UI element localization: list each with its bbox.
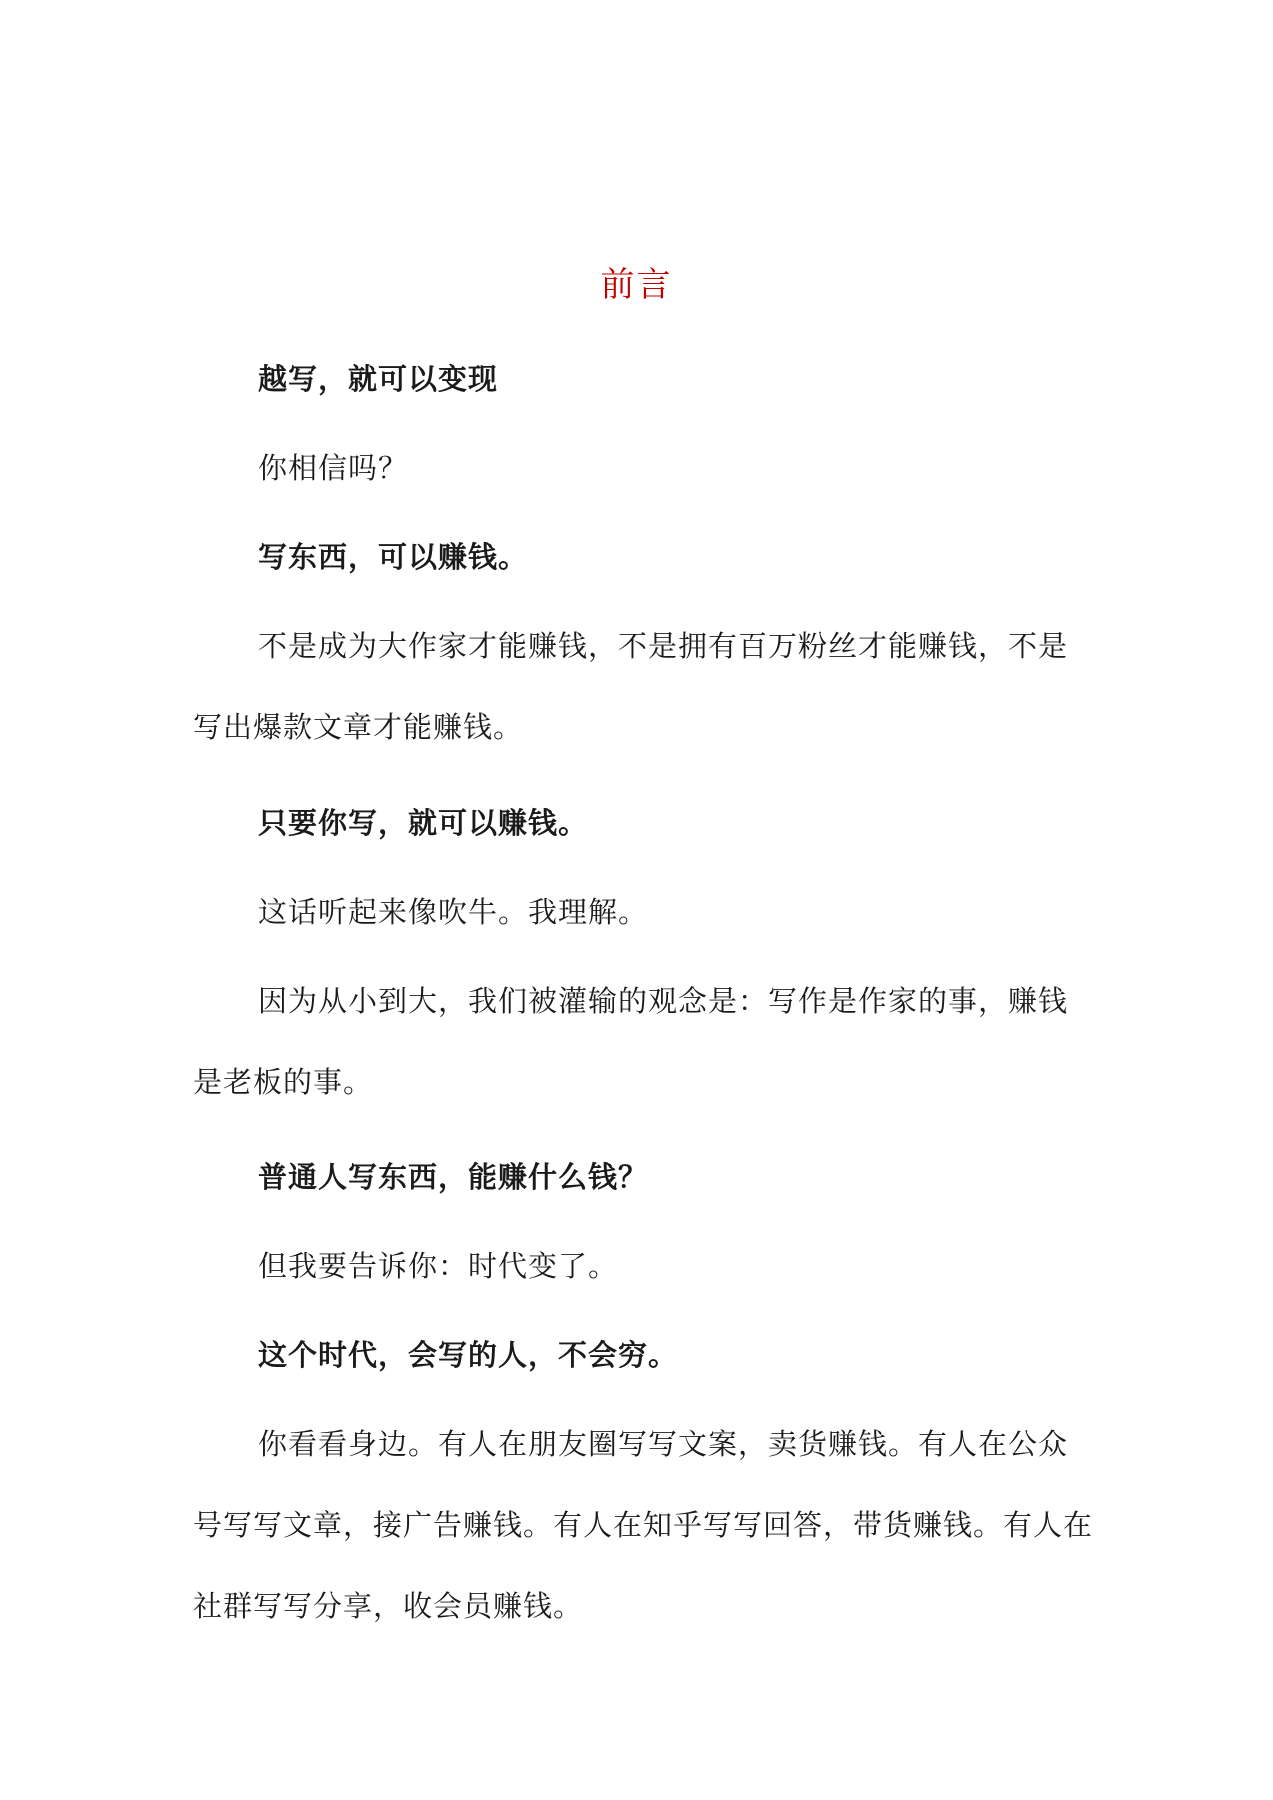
paragraph-heading-5: 只要你写，就可以赚钱。 <box>258 806 589 840</box>
paragraph-2: 你相信吗？ <box>258 451 409 485</box>
paragraph-7: 因为从小到大，我们被灌输的观念是：写作是作家的事，赚钱是老板的事。 <box>193 984 1069 1099</box>
paragraph-heading-10: 这个时代，会写的人，不会穷。 <box>258 1338 679 1372</box>
page-title: 前言 <box>600 265 673 305</box>
paragraph-heading-3: 写东西，可以赚钱。 <box>258 540 529 574</box>
paragraph-9: 但我要告诉你：时代变了。 <box>258 1249 619 1283</box>
paragraph-11: 你看看身边。有人在朋友圈写写文案，卖货赚钱。有人在公众号写写文章，接广告赚钱。有人在知乎写写回答，带货赚钱。有人在社群写写分享，收会员赚钱。 <box>193 1427 1094 1623</box>
paragraph-heading-8: 普通人写东西，能赚什么钱？ <box>258 1160 649 1194</box>
paragraph-heading-1: 越写，就可以变现 <box>258 362 499 396</box>
paragraph-4: 不是成为大作家才能赚钱，不是拥有百万粉丝才能赚钱，不是写出爆款文章才能赚钱。 <box>193 629 1069 744</box>
paragraph-6: 这话听起来像吹牛。我理解。 <box>258 895 649 929</box>
